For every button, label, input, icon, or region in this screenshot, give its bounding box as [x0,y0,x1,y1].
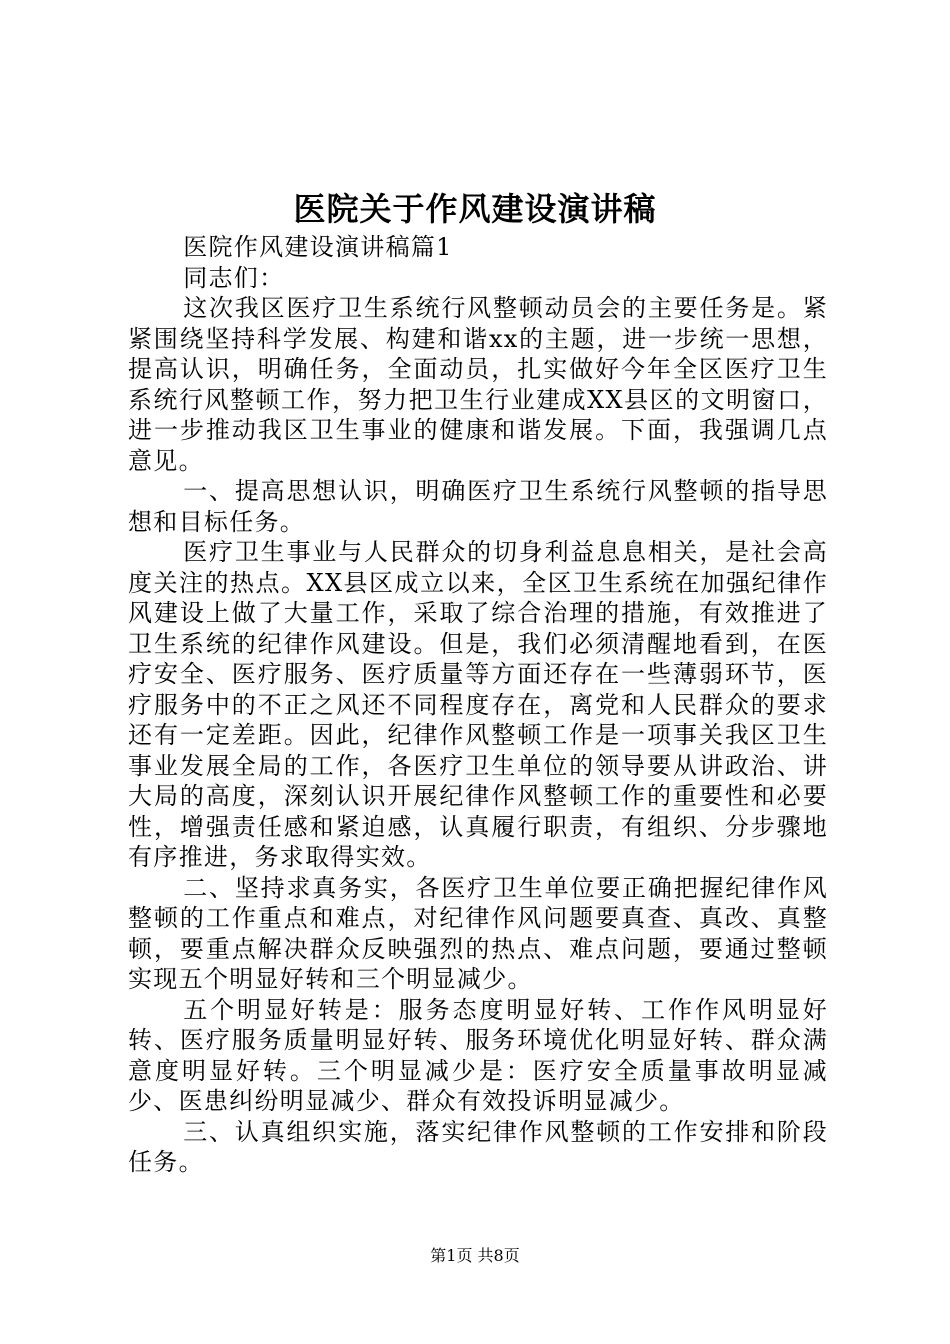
paragraph-section-2-body: 五个明显好转是：服务态度明显好转、工作作风明显好转、医疗服务质量明显好转、服务环境优化明显好转、群众满意度明显好转。三个明显减少是：医疗安全质量事故明显减少、医患纠纷明显减少、群众有效投诉明显减少。 [128,995,828,1115]
paragraph-salutation: 同志们： [183,263,285,292]
page-number-footer: 第1页 共8页 [430,1246,520,1265]
document-body [128,232,828,1178]
paragraph-intro: 这次我区医疗卫生系统行风整顿动员会的主要任务是。紧紧围绕坚持科学发展、构建和谐xx的主题，进一步统一思想，提高认识，明确任务，全面动员，扎实做好今年全区医疗卫生系统行风整顿工作，努力把卫生行业建成XX县区的文明窗口，进一步推动我区卫生事业的健康和谐发展。下面，我强调几点意见。 [128,294,828,475]
paragraph-section-2-heading: 二、坚持求真务实，各医疗卫生单位要正确把握纪律作风整顿的工作重点和难点，对纪律作风问题要真查、真改、真整顿，要重点解决群众反映强烈的热点、难点问题，要通过整顿实现五个明显好转和三个明显减少。 [128,873,828,993]
document-title: 医院关于作风建设演讲稿 [293,190,657,228]
paragraph-section-3-heading: 三、认真组织实施，落实纪律作风整顿的工作安排和阶段任务。 [128,1117,828,1176]
paragraph-section-1-heading: 一、提高思想认识，明确医疗卫生系统行风整顿的指导思想和目标任务。 [128,477,828,536]
paragraph-section-1-body: 医疗卫生事业与人民群众的切身利益息息相关，是社会高度关注的热点。XX县区成立以来，全区卫生系统在加强纪律作风建设上做了大量工作，采取了综合治理的措施，有效推进了卫生系统的纪律作风建设。但是，我们必须清醒地看到，在医疗安全、医疗服务、医疗质量等方面还存在一些薄弱环节，医疗服务中的不正之风还不同程度存在，离党和人民群众的要求还有一定差距。因此，纪律作风整顿工作是一项事关我区卫生事业发展全局的工作，各医疗卫生单位的领导要从讲政治、讲大局的高度，深刻认识开展纪律作风整顿工作的重要性和必要性，增强责任感和紧迫感，认真履行职责，有组织、分步骤地有序推进，务求取得实效。 [128,538,828,871]
paragraph-subtitle: 医院作风建设演讲稿篇1 [183,233,453,261]
